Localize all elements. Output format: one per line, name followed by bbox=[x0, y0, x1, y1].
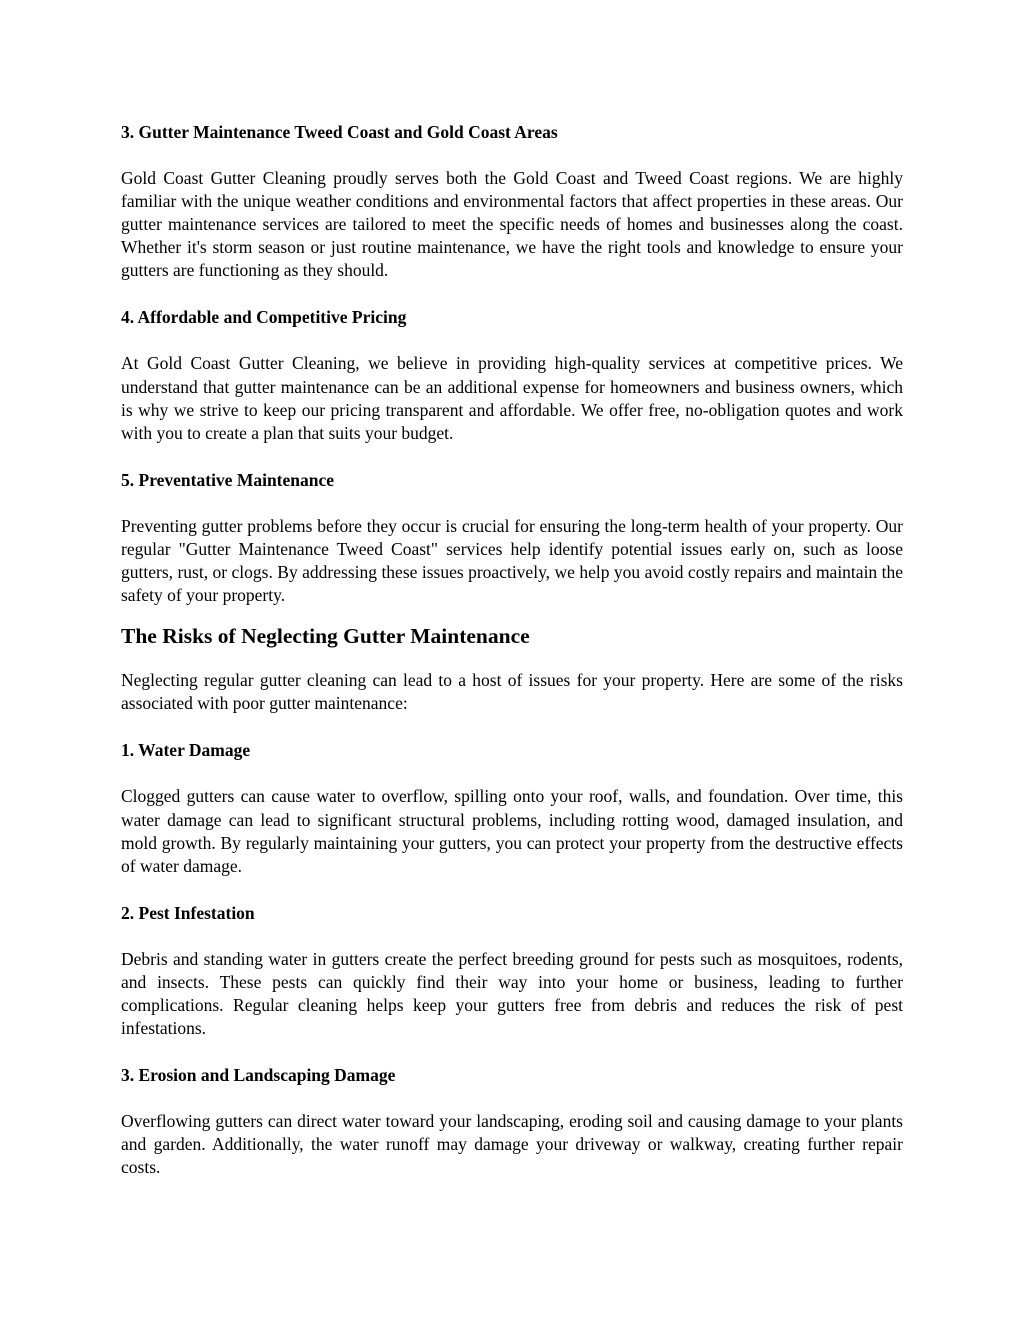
section-heading: 5. Preventative Maintenance bbox=[121, 469, 335, 490]
risks-intro: Neglecting regular gutter cleaning can lead to a host of issues for your property. Here are some of the risks associated with poor gutter maintenance: bbox=[121, 670, 903, 714]
risk-heading: 2. Pest Infestation bbox=[121, 902, 255, 923]
risks-title: The Risks of Neglecting Gutter Maintenance bbox=[121, 624, 530, 649]
document-page bbox=[121, 120, 903, 1179]
risk-heading: 3. Erosion and Landscaping Damage bbox=[121, 1065, 396, 1086]
section-paragraph: Gold Coast Gutter Cleaning proudly serves both the Gold Coast and Tweed Coast regions. We are highly familiar with the unique weather conditions and environmental factors that affect properties in these areas. Our gutter maintenance services are tailored to meet the specific needs of homes and businesses along the coast. Whether it's storm season or just routine maintenance, we have the right tools and knowledge to ensure your gutters are functioning as they should. bbox=[121, 168, 903, 281]
risk-paragraph: Clogged gutters can cause water to overflow, spilling onto your roof, walls, and foundation. Over time, this water damage can lead to significant structural problems, including rotting wood, damaged insulation, and mold growth. By regularly maintaining your gutters, you can protect your property from the destructive effects of water damage. bbox=[121, 786, 903, 876]
section-heading: 3. Gutter Maintenance Tweed Coast and Gold Coast Areas bbox=[121, 122, 558, 142]
risk-paragraph: Debris and standing water in gutters create the perfect breeding ground for pests such as mosquitoes, rodents, and insects. These pests can quickly find their way into your home or business, leading to further complications. Regular cleaning helps keep your gutters free from debris and reduces the risk of pest infestations. bbox=[121, 948, 903, 1039]
section-paragraph: Preventing gutter problems before they occur is crucial for ensuring the long-term health of your property. Our regular "Gutter Maintenance Tweed Coast" services help identify potential issues early on, such as loose gutters, rust, or clogs. By addressing these issues proactively, we help you avoid costly repairs and maintain the safety of your property. bbox=[121, 515, 903, 606]
risk-heading: 1. Water Damage bbox=[121, 740, 251, 761]
risk-paragraph: Overflowing gutters can direct water toward your landscaping, eroding soil and causing damage to your plants and garden. Additionally, the water runoff may damage your driveway or walkway, creating further repair costs. bbox=[121, 1111, 903, 1178]
section-paragraph: At Gold Coast Gutter Cleaning, we believe in providing high-quality services at competitive prices. We understand that gutter maintenance can be an additional expense for homeowners and business owners, which is why we strive to keep our pricing transparent and affordable. We offer free, no-obligation quotes and work with you to create a plan that suits your budget. bbox=[121, 353, 903, 443]
section-heading: 4. Affordable and Competitive Pricing bbox=[121, 307, 407, 328]
